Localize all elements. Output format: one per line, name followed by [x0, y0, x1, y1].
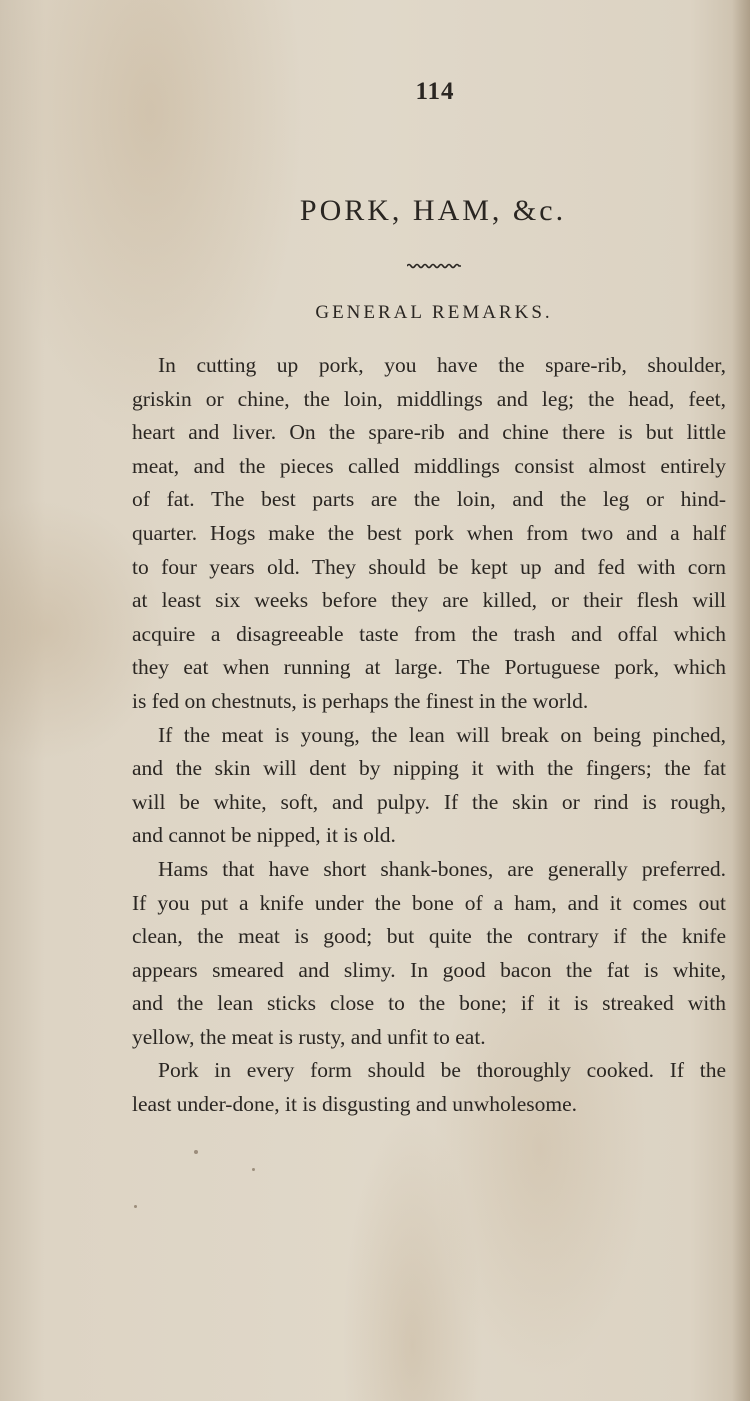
text-line: and cannot be nipped, it is old.: [132, 823, 396, 848]
text-line: acquire a disagreeable taste from the trash and offal which: [132, 621, 726, 646]
text-line: clean, the meat is good; but quite the contrary if the knife: [132, 924, 726, 949]
text-line: If the meat is young, the lean will break on being pinched,: [158, 722, 726, 747]
paragraph: [132, 1054, 726, 1121]
text-line: griskin or chine, the loin, middlings and leg; the head, feet,: [132, 386, 726, 411]
text-line: and the lean sticks close to the bone; if it is streaked with: [132, 991, 726, 1016]
text-line: at least six weeks before they are killed, or their flesh will: [132, 588, 726, 613]
text-line: least under-done, it is disgusting and unwholesome.: [132, 1092, 578, 1117]
text-line: Hams that have short shank-bones, are generally preferred.: [158, 856, 726, 881]
text-line: Pork in every form should be thoroughly cooked. If the: [158, 1058, 726, 1083]
text-line: is fed on chestnuts, is perhaps the finest in the world.: [132, 688, 589, 713]
text-line: meat, and the pieces called middlings consist almost entirely: [132, 453, 726, 478]
body-text: [132, 349, 726, 1122]
text-line: to four years old. They should be kept up and fed with corn: [132, 554, 726, 579]
text-line: In cutting up pork, you have the spare-rib, shoulder,: [158, 353, 726, 377]
text-line: appears smeared and slimy. In good bacon the fat is white,: [132, 957, 726, 982]
section-heading: GENERAL REMARKS.: [315, 302, 553, 323]
ink-speck: [134, 1205, 137, 1208]
paragraph: [132, 349, 726, 719]
text-line: If you put a knife under the bone of a ham, and it comes out: [132, 890, 726, 915]
ink-speck: [194, 1150, 198, 1154]
text-line: of fat. The best parts are the loin, and the leg or hind-: [132, 487, 726, 512]
wavy-rule-ornament: [407, 262, 461, 270]
text-line: heart and liver. On the spare-rib and chine there is but little: [132, 420, 726, 445]
text-line: will be white, soft, and pulpy. If the skin or rind is rough,: [132, 789, 726, 814]
chapter-title: PORK, HAM, &c.: [299, 194, 567, 227]
text-line: quarter. Hogs make the best pork when from two and a half: [132, 520, 726, 545]
ink-speck: [252, 1168, 255, 1171]
page-number: 114: [415, 78, 455, 105]
paragraph: [132, 719, 726, 853]
text-line: they eat when running at large. The Portuguese pork, which: [132, 655, 726, 680]
text-line: yellow, the meat is rusty, and unfit to eat.: [132, 1024, 486, 1049]
text-line: and the skin will dent by nipping it with the fingers; the fat: [132, 756, 726, 781]
paragraph: [132, 853, 726, 1055]
